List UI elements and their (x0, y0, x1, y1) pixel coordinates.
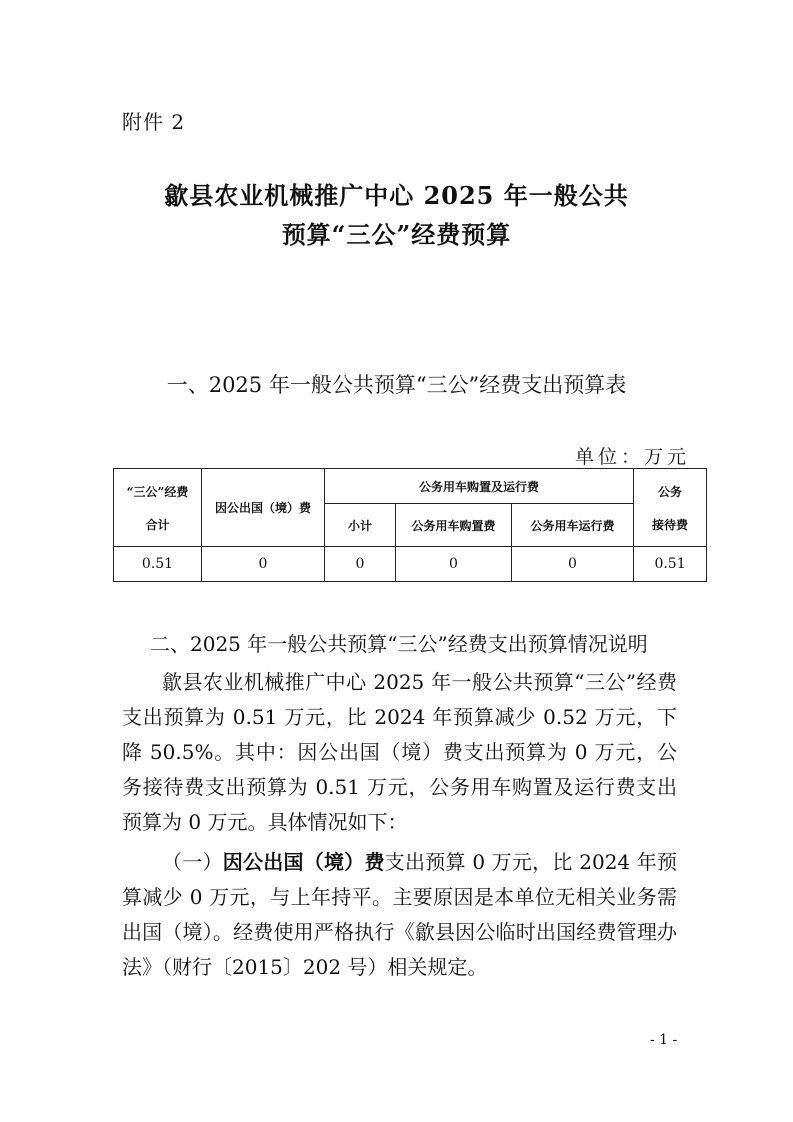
section2-heading: 二、2025 年一般公共预算“三公”经费支出预算情况说明 (150, 632, 648, 656)
paragraph-abroad-bold: 因公出国（境）费 (222, 850, 385, 874)
header-vehicle: 公务用车购置及运行费 (325, 469, 634, 504)
header-operation: 公务用车运行费 (512, 504, 634, 547)
cell-subtotal: 0 (325, 547, 396, 582)
cell-abroad: 0 (202, 547, 325, 582)
document-title-line1: 歙县农业机械推广中心 2025 年一般公共 (164, 181, 629, 210)
header-total (114, 469, 202, 547)
header-subtotal: 小计 (325, 504, 396, 547)
paragraph-summary-text: 歙县农业机械推广中心 2025 年一般公共预算“三公”经费支出预算为 0.51 万元，比 2024 年预算减少 0.52 万元，下降 50.5%。其中：因公出国（境）费支出预算为 0 万元，公务接待费支出预算为 0.51 万元，公务用车购置及运行费支出预算为 0 万元。具体情况如下： (122, 670, 677, 834)
cell-purchase: 0 (396, 547, 512, 582)
cell-operation: 0 (512, 547, 634, 582)
document-title-line2: 预算“三公”经费预算 (281, 220, 512, 249)
paragraph-summary (122, 665, 677, 840)
header-abroad: 因公出国（境）费 (202, 469, 325, 547)
table-row (114, 547, 707, 582)
header-total-top: “三公”经费 (126, 484, 189, 499)
table-header-row-1 (114, 469, 707, 504)
attachment-label: 附件 2 (122, 110, 186, 134)
cell-total: 0.51 (114, 547, 202, 582)
unit-label: 单位：万元 (575, 446, 691, 468)
section1-heading: 一、2025 年一般公共预算“三公”经费支出预算表 (166, 373, 627, 397)
header-purchase: 公务用车购置费 (396, 504, 512, 547)
header-reception-top: 公务 (658, 484, 683, 499)
cell-reception: 0.51 (634, 547, 707, 582)
header-total-bottom: 合计 (145, 517, 170, 532)
paragraph-abroad-prefix: （一） (162, 850, 223, 874)
header-reception (634, 469, 707, 547)
budget-table (113, 468, 707, 582)
paragraph-abroad-text: 支出预算 0 万元，比 2024 年预算减少 0 万元，与上年持平。主要原因是本单位无相关业务需出国（境）。经费使用严格执行《歙县因公临时出国经费管理办法》（财行〔2015〕202 号）相关规定。 (122, 850, 678, 979)
header-reception-bottom: 接待费 (652, 517, 689, 532)
paragraph-abroad (122, 845, 677, 985)
page-number: - 1 - (650, 1032, 678, 1048)
